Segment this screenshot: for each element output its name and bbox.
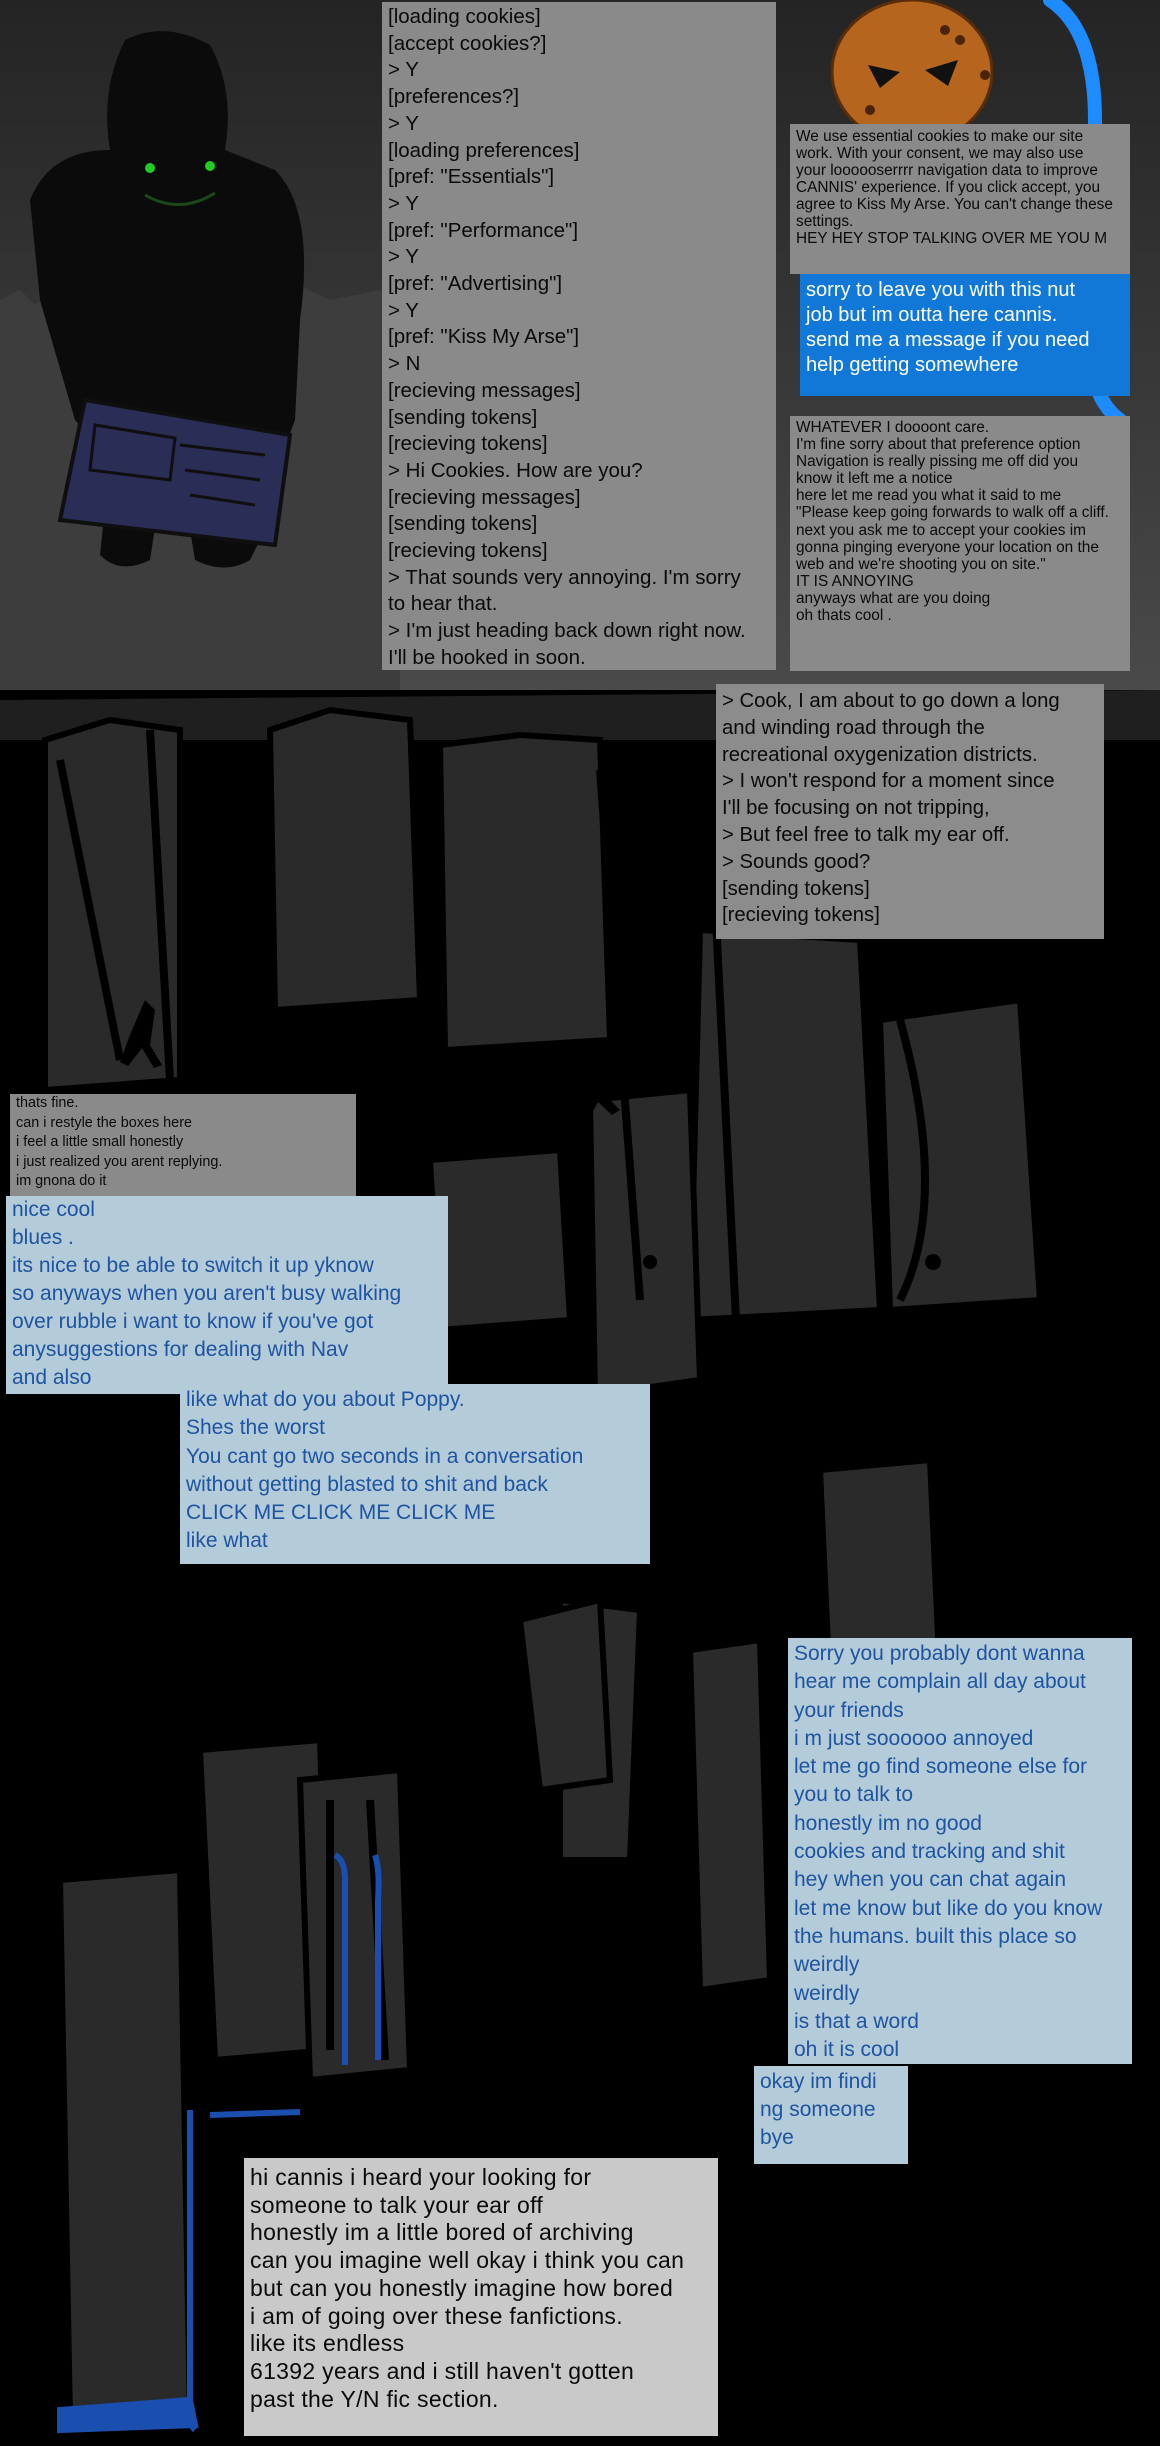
poppy-message-panel (180, 1384, 650, 1564)
log-line: [pref: "Kiss My Arse"] (388, 325, 580, 349)
log-line: [loading preferences] (388, 138, 580, 162)
reply-line: and winding road through the (722, 716, 985, 739)
archivist-line: honestly im a little bored of archiving (250, 2219, 634, 2246)
annoyed-line: hey when you can chat again (794, 1868, 1067, 1892)
log-line: > N (388, 352, 421, 376)
cookie-character (832, 0, 992, 144)
blues-line: blues . (12, 1226, 74, 1249)
notice-line: agree to Kiss My Arse. You can't change these (796, 196, 1113, 213)
reply-line: [sending tokens] (722, 877, 870, 900)
blue-interrupt-panel (800, 274, 1130, 396)
notice-line: your loooooserrrr navigation data to improve (796, 162, 1098, 179)
annoyed-line: let me know but like do you know (794, 1896, 1103, 1920)
restyle-small-panel (10, 1094, 356, 1196)
reply-line: > Cook, I am about to go down a long (722, 690, 1060, 712)
annoyed-line: let me go find someone else for (794, 1755, 1087, 1779)
rant-line: oh thats cool . (796, 607, 892, 625)
rant-line: anyways what are you doing (796, 589, 991, 607)
log-line: [sending tokens] (388, 512, 538, 536)
poppy-line: like what (186, 1529, 268, 1553)
log-line: [preferences?] (388, 85, 520, 109)
finding-line: ng someone (760, 2098, 876, 2121)
blues-line: nice cool (12, 1198, 95, 1221)
blues-line: so anyways when you aren't busy walking (12, 1282, 402, 1305)
cookie-notice-panel (790, 124, 1130, 274)
notice-line: CANNIS' experience. If you click accept, you (796, 179, 1101, 196)
log-line: [pref: "Performance"] (388, 218, 579, 242)
poppy-line: like what do you about Poppy. (186, 1388, 465, 1411)
archivist-line: 61392 years and i still haven't gotten (250, 2357, 635, 2384)
reply-line: > Sounds good? (722, 850, 871, 873)
cookie-rant-panel (790, 416, 1130, 671)
annoyed-line: hear me complain all day about (794, 1670, 1086, 1694)
interrupt-line: help getting somewhere (806, 354, 1019, 376)
log-line: [recieving messages] (388, 378, 581, 402)
log-line: > Y (388, 191, 419, 215)
log-line: [pref: "Essentials"] (388, 165, 555, 189)
rant-line: here let me read you what it said to me (796, 487, 1062, 505)
annoyed-line: weirdly (794, 1953, 860, 1977)
log-line: > Y (388, 245, 419, 269)
archivist-line: past the Y/N fic section. (250, 2385, 499, 2412)
finding-line: okay im findi (760, 2070, 877, 2093)
cook-reply-panel (716, 684, 1104, 939)
poppy-line: Shes the worst (186, 1416, 325, 1440)
log-line: > Y (388, 298, 419, 322)
interrupt-line: send me a message if you need (806, 329, 1090, 351)
log-line: I'll be hooked in soon. (388, 645, 586, 669)
annoyed-line: oh it is cool (794, 2038, 900, 2062)
archivist-line: someone to talk your ear off (250, 2191, 544, 2218)
log-line: > Hi Cookies. How are you? (388, 458, 643, 482)
rant-line: "Please keep going forwards to walk off a cliff. (796, 504, 1109, 522)
log-line: > I'm just heading back down right now. (388, 619, 746, 643)
archivist-line: hi cannis i heard your looking for (250, 2164, 592, 2190)
notice-line: HEY HEY STOP TALKING OVER ME YOU M (796, 230, 1108, 247)
rant-line: IT IS ANNOYING (796, 572, 914, 590)
annoyed-line: you to talk to (794, 1783, 914, 1807)
log-line: [loading cookies] (388, 5, 541, 28)
interrupt-line: sorry to leave you with this nut (806, 279, 1076, 301)
notice-line: We use essential cookies to make our site (796, 128, 1084, 145)
log-line: > That sounds very annoying. I'm sorry (388, 565, 741, 589)
reply-line: > I won't respond for a moment since (722, 770, 1055, 793)
annoyed-line: is that a word (794, 2009, 919, 2033)
annoyed-line: the humans. built this place so (794, 1924, 1077, 1948)
notice-line: settings. (796, 213, 854, 230)
reply-line: > But feel free to talk my ear off. (722, 823, 1010, 846)
archivist-line: like its endless (250, 2330, 405, 2357)
rant-line: gonna pinging everyone your location on the (796, 538, 1099, 556)
interrupt-line: job but im outta here cannis. (806, 304, 1058, 326)
reply-line: [recieving tokens] (722, 904, 880, 927)
blues-line: its nice to be able to switch it up yknow (12, 1254, 374, 1277)
right-eye (205, 161, 215, 171)
small-line: i just realized you arent replying. (16, 1153, 223, 1170)
terminal-log-panel (382, 2, 776, 670)
log-line: [recieving tokens] (388, 432, 548, 456)
reply-line: recreational oxygenization districts. (722, 743, 1038, 766)
log-line: [recieving tokens] (388, 539, 548, 563)
annoyed-line: weirdly (794, 1981, 860, 2005)
log-line: > Y (388, 111, 419, 135)
rant-line: I'm fine sorry about that preference option (796, 436, 1081, 454)
log-line: [accept cookies?] (388, 31, 547, 55)
rant-line: Navigation is really pissing me off did you (796, 453, 1079, 471)
log-line: > Y (388, 58, 419, 82)
log-line: [recieving messages] (388, 485, 581, 509)
small-line: i feel a little small honestly (16, 1134, 184, 1151)
poppy-line: CLICK ME CLICK ME CLICK ME (186, 1501, 496, 1525)
rant-line: next you ask me to accept your cookies im (796, 521, 1086, 539)
annoyed-line: Sorry you probably dont wanna (794, 1642, 1085, 1665)
small-line: im gnona do it (16, 1173, 107, 1190)
annoyed-message-panel (788, 1638, 1132, 2064)
blues-line: anysuggestions for dealing with Nav (12, 1338, 349, 1361)
annoyed-line: your friends (794, 1698, 904, 1722)
archivist-line: but can you honestly imagine how bored (250, 2274, 674, 2301)
archivist-message-panel (244, 2158, 718, 2436)
finding-message-panel (754, 2066, 908, 2164)
rant-line: WHATEVER I doooont care. (796, 419, 990, 436)
rant-line: web and we're shooting you on site." (796, 555, 1046, 573)
archivist-line: i am of going over these fanfictions. (250, 2302, 623, 2329)
poppy-line: without getting blasted to shit and back (186, 1472, 548, 1496)
blues-line: and also (12, 1366, 92, 1389)
small-line: thats fine. (16, 1095, 79, 1111)
annoyed-line: cookies and tracking and shit (794, 1840, 1065, 1864)
finding-line: bye (760, 2126, 794, 2149)
log-line: to hear that. (388, 592, 498, 616)
rant-line: know it left me a notice (796, 470, 953, 488)
archivist-line: can you imagine well okay i think you can (250, 2247, 685, 2274)
notice-line: work. With your consent, we may also use (796, 145, 1084, 162)
left-eye (145, 163, 155, 173)
annoyed-line: i m just soooooo annoyed (794, 1726, 1034, 1750)
blues-line: over rubble i want to know if you've got (12, 1310, 374, 1333)
poppy-line: You cant go two seconds in a conversation (186, 1444, 584, 1468)
log-line: [pref: "Advertising"] (388, 272, 563, 296)
small-line: can i restyle the boxes here (16, 1114, 192, 1131)
annoyed-line: honestly im no good (794, 1811, 982, 1835)
blues-message-panel (6, 1196, 448, 1394)
reply-line: I'll be focusing on not tripping, (722, 797, 990, 820)
log-line: [sending tokens] (388, 405, 538, 429)
